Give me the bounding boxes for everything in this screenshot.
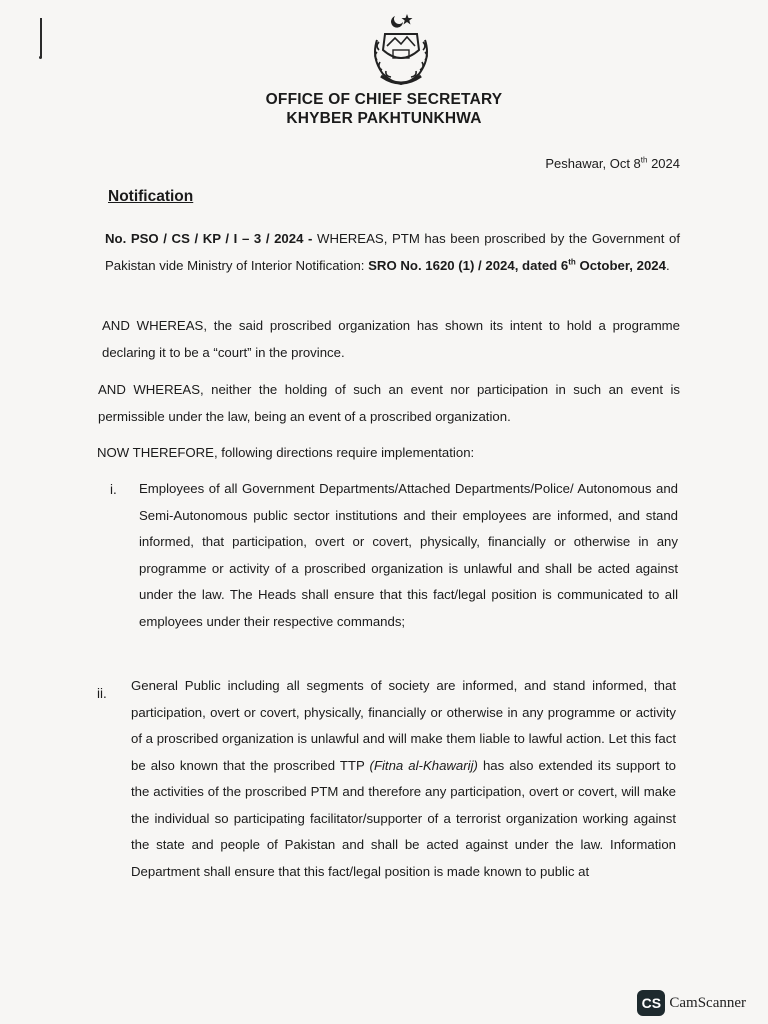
paragraph-whereas-2: AND WHEREAS, neither the holding of such an event nor participation in such an event is permissible under the law, being an event of a proscribed organization. (98, 382, 680, 424)
margin-mark (40, 18, 42, 58)
letterhead (0, 90, 768, 128)
place-date: Peshawar, Oct 8th 2024 (545, 155, 680, 171)
paragraph-now-therefore: NOW THEREFORE, following directions require implementation: (97, 445, 475, 460)
item-text-ii: General Public including all segments of society are informed, and stand informed, that participation, overt or covert, physically, financially or otherwise in any programme or activity of a proscribed organization is unlawful and will make them liable to lawful action. Let this fact be also known that the proscribed TTP (Fitna al-Khawarij) has also extended its support to the activities of the proscribed PTM and therefore any participation, overt or covert, will make the individual so participating facilitator/supporter of a terrorist organization working against the state and people of Pakistan and shall be acted against under the law. Information Department shall ensure that this fact/legal position is made known to public at (131, 678, 677, 879)
paragraph-reference: No. PSO / CS / KP / I – 3 / 2024 - WHEREAS, PTM has been proscribed by the Government of Pakistan vide Ministry of Interior Notification: SRO No. 1620 (1) / 2024, dated 6th October, 2024. (105, 231, 680, 273)
margin-dot (39, 56, 42, 59)
item-text-i: Employees of all Government Departments/Attached Departments/Police/ Autonomous and Semi-Autonomous public sector institutions and their employees are informed, and stand informed, that participation, overt or covert, physically, financially or otherwise in any programme or activity of a proscribed organization is unlawful and shall be acted against under the law. The Heads shall ensure that this fact/legal position is communicated to all employees under their respective commands; (139, 481, 678, 629)
notification-heading: Notification (108, 188, 194, 205)
camscanner-text: CamScanner (669, 994, 746, 1011)
office-title: OFFICE OF CHIEF SECRETARY (265, 91, 503, 108)
item-label-ii: ii. (97, 686, 107, 701)
item-label-i: i. (110, 482, 117, 497)
kp-government-emblem (367, 10, 435, 88)
paragraph-whereas-1: AND WHEREAS, the said proscribed organization has shown its intent to hold a programme declaring it to be a “court” in the province. (102, 318, 680, 360)
province-title: KHYBER PAKHTUNKHWA (286, 110, 482, 127)
camscanner-watermark (637, 990, 746, 1016)
camscanner-logo-icon: CS (637, 990, 665, 1016)
